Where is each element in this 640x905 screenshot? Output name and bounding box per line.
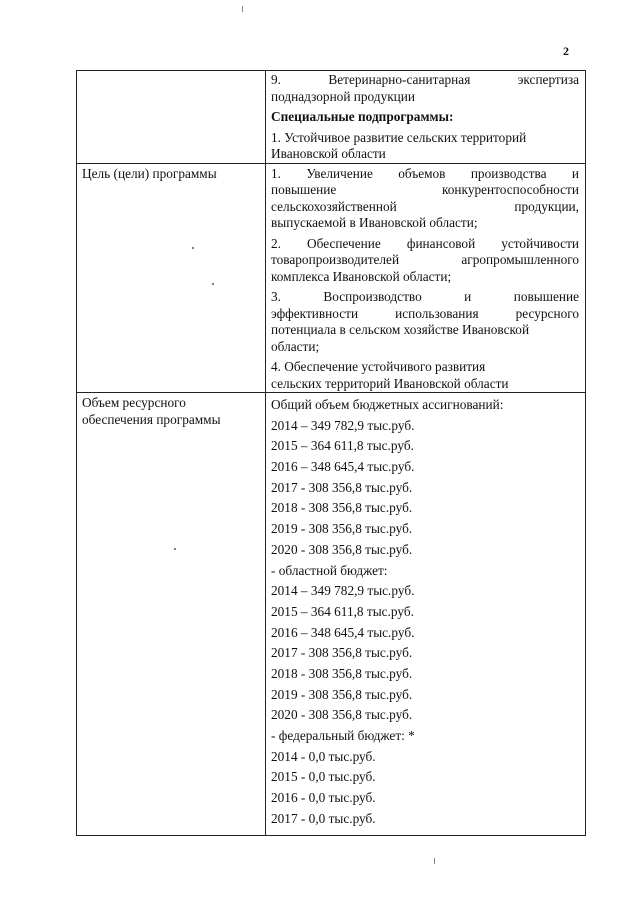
special-subprogram-item-1-cont: Ивановской области bbox=[271, 146, 386, 161]
budget-line: 2019 - 308 356,8 тыс.руб. bbox=[271, 521, 413, 537]
budget-line: 2017 - 308 356,8 тыс.руб. bbox=[271, 479, 413, 495]
empty-label-cell bbox=[77, 71, 266, 164]
resources-label: Объем ресурсного обеспечения программы bbox=[77, 393, 266, 836]
federal-budget-heading: - федеральный бюджет: * bbox=[271, 728, 415, 743]
special-subprograms-heading: Специальные подпрограммы: bbox=[271, 109, 454, 124]
goal-2: 2. Обеспечение финансовой устойчивости товаропроизводителей агропромышленного комплекса Ивановской области; bbox=[271, 235, 579, 284]
budget-line: 2016 – 348 645,4 тыс.руб. bbox=[271, 459, 415, 475]
budget-line: 2016 – 348 645,4 тыс.руб. bbox=[271, 624, 415, 640]
regional-budget-heading: - областной бюджет: bbox=[271, 562, 388, 578]
budget-line: 2014 - 0,0 тыс.руб. bbox=[271, 748, 376, 764]
budget-line: 2020 - 308 356,8 тыс.руб. bbox=[271, 541, 413, 557]
goal-1: 1. Увеличение объемов производства и повышение конкурентоспособности сельскохозяйственной продукции, выпускаемой в Ивановской области; bbox=[271, 165, 580, 230]
scan-speck bbox=[174, 548, 176, 550]
budget-line: 2015 - 0,0 тыс.руб. bbox=[271, 769, 376, 785]
budget-line: 2014 – 349 782,9 тыс.руб. bbox=[271, 583, 415, 599]
budget-line: 2014 – 349 782,9 тыс.руб. bbox=[271, 417, 415, 433]
budget-line: 2016 - 0,0 тыс.руб. bbox=[271, 790, 376, 806]
budget-line: 2020 - 308 356,8 тыс.руб. bbox=[271, 707, 413, 723]
scan-mark bbox=[434, 858, 435, 864]
scan-mark bbox=[242, 6, 243, 12]
budget-line: 2015 – 364 611,8 тыс.руб. bbox=[271, 603, 414, 619]
budget-line: 2018 - 308 356,8 тыс.руб. bbox=[271, 500, 413, 516]
budget-line: 2017 - 0,0 тыс.руб. bbox=[271, 810, 376, 826]
subprogram-item-9-cont: поднадзорной продукции bbox=[271, 88, 416, 104]
budget-total-heading: Общий объем бюджетных ассигнований: bbox=[271, 397, 504, 412]
budget-line: 2017 - 308 356,8 тыс.руб. bbox=[271, 645, 413, 661]
scan-speck bbox=[212, 283, 214, 285]
subprogram-item-9: 9. Ветеринарно-санитарная экспертиза bbox=[271, 72, 580, 87]
page-number: 2 bbox=[563, 44, 569, 58]
goals-cell bbox=[266, 163, 586, 393]
goal-3: 3. Воспроизводство и повышение эффективности использования ресурсного потенциала в сельском хозяйстве Ивановской области; bbox=[271, 289, 579, 354]
resources-cell bbox=[266, 393, 586, 836]
row-goals bbox=[77, 163, 586, 393]
scan-speck bbox=[192, 247, 194, 249]
special-subprogram-item-1: 1. Устойчивое развитие сельских территорий bbox=[271, 129, 527, 145]
program-passport-table bbox=[76, 70, 586, 836]
budget-line: 2018 - 308 356,8 тыс.руб. bbox=[271, 665, 413, 681]
row-subprograms bbox=[77, 71, 586, 164]
budget-line: 2015 – 364 611,8 тыс.руб. bbox=[271, 438, 414, 454]
goals-label: Цель (цели) программы bbox=[77, 163, 266, 393]
row-resources bbox=[77, 393, 586, 836]
budget-line: 2019 - 308 356,8 тыс.руб. bbox=[271, 686, 413, 702]
goal-4: 4. Обеспечение устойчивого развития сельских территорий Ивановской области bbox=[271, 359, 509, 391]
subprograms-cell bbox=[266, 71, 586, 164]
